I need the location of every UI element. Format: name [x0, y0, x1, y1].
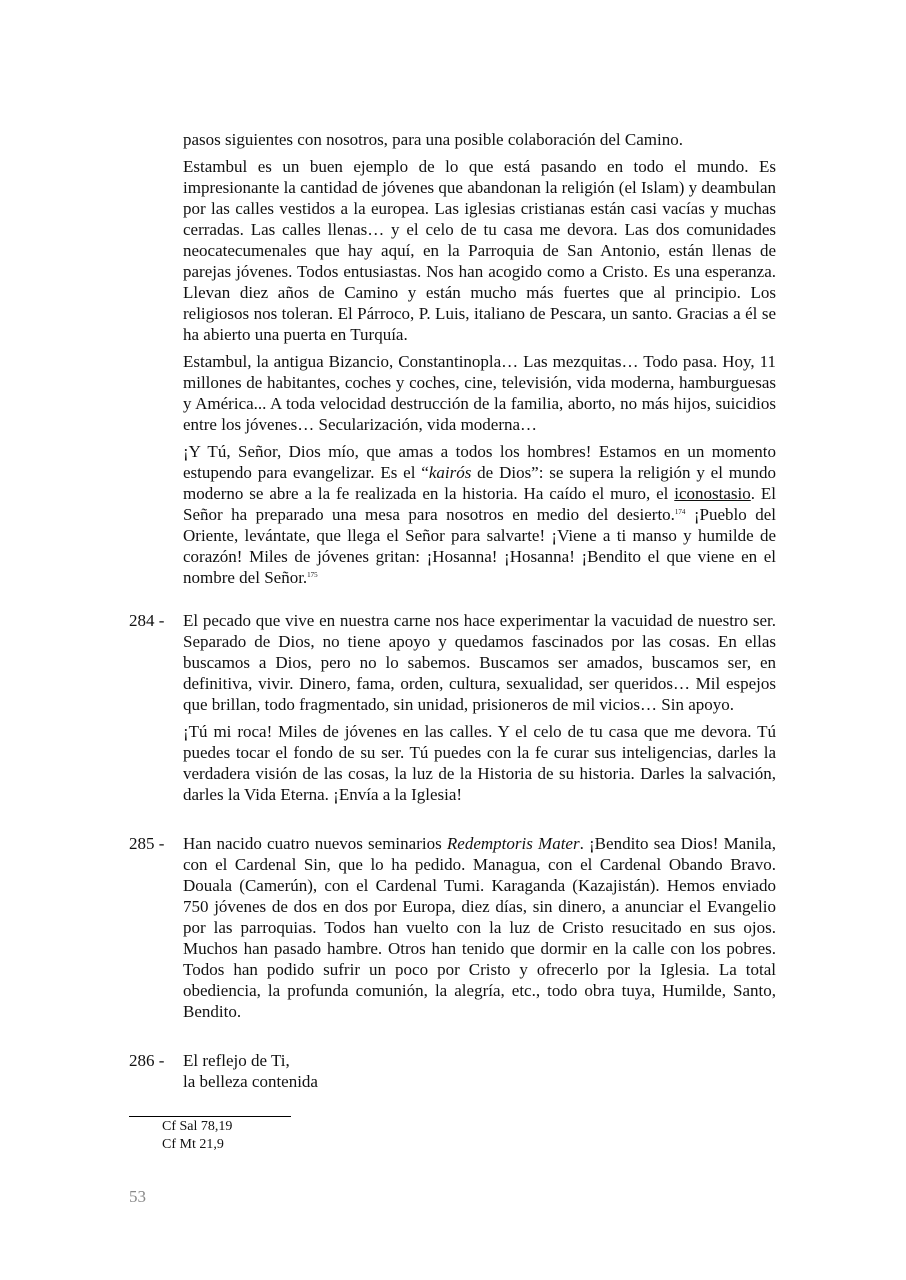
paragraph: [183, 833, 776, 1022]
footnote-separator: [129, 1116, 291, 1117]
text: ¡Pueblo del Oriente, levántate, que llega el Señor para salvarte! ¡Viene a ti manso y humilde de corazón! Miles de jóvenes gritan: ¡Hosanna! ¡Hosanna! ¡Bendito el que viene en el nombre del Señor.: [183, 505, 776, 587]
page-body: [129, 129, 776, 1114]
poem-line: El reflejo de Ti,: [183, 1051, 290, 1070]
continued-text: [129, 129, 776, 588]
item-number: 286 -: [129, 1051, 165, 1070]
text: Han nacido cuatro nuevos seminarios: [183, 834, 447, 853]
numbered-item-285: [129, 833, 776, 1028]
footnote: Cf Sal 78,19: [162, 1119, 233, 1134]
footnotes: [162, 1118, 232, 1154]
paragraph: Estambul, la antigua Bizancio, Constantinopla… Las mezquitas… Todo pasa. Hoy, 11 millones de habitantes, coches y coches, cine, televisión, vida moderna, hamburguesas y América... A toda velocidad destrucción de la familia, aborto, no más hijos, suicidios entre los jóvenes… Secularización, vida moderna…: [183, 352, 776, 434]
paragraph: pasos siguientes con nosotros, para una posible colaboración del Camino.: [183, 130, 683, 149]
text: . El Señor ha preparado una mesa para nosotros en medio del desierto.: [183, 484, 777, 524]
numbered-item-284: [129, 610, 776, 811]
item-number: 284 -: [129, 611, 165, 630]
footnote-ref[interactable]: 174: [674, 508, 686, 516]
item-number: 285 -: [129, 834, 165, 853]
paragraph-kairos: [183, 441, 776, 588]
footnote: Cf Mt 21,9: [162, 1137, 224, 1152]
paragraph: ¡Tú mi roca! Miles de jóvenes en las calles. Y el celo de tu casa que me devora. Tú puedes tocar el fondo de su ser. Tú puedes con la fe curar sus inteligencias, darles la verdadera visión de las cosas, la luz de la Historia de su historia. Darles la salvación, darles la Vida Eterna. ¡Envía a la Iglesia!: [183, 722, 776, 804]
underlined-text: iconostasio: [674, 484, 751, 503]
text: de Dios”: se supera la religión y el mundo moderno se abre a la fe realizada en la historia. Ha caído el muro, el: [183, 463, 776, 503]
italic-text: kairós: [428, 463, 472, 482]
numbered-item-286: [129, 1050, 776, 1092]
paragraph: El pecado que vive en nuestra carne nos hace experimentar la vacuidad de nuestro ser. Separado de Dios, no tiene apoyo y quedamos fascinados por las cosas. En ellas buscamos a Dios, pero no lo sabemos. Buscamos ser amados, buscamos ser, en definitiva, vivir. Dinero, fama, orden, cultura, sexualidad, ser queridos… Mil espejos que brillan, todo fragmentado, sin unidad, prisioneros de mil vicios… Sin apoyo.: [183, 611, 776, 714]
footnote-ref[interactable]: 175: [307, 571, 318, 579]
text: . ¡Bendito sea Dios! Manila, con el Cardenal Sin, que lo ha pedido. Managua, con el Cardenal Obando Bravo. Douala (Camerún), con el Cardenal Tumi. Karaganda (Kazajistán). Hemos enviado 750 jóvenes de dos en dos por Europa, diez días, sin dinero, a anunciar el Evangelio por las parroquias. Todos han vuelto con la luz de Cristo resucitado en sus ojos. Muchos han pasado hambre. Otros han tenido que dormir en la calle con los pobres. Todos han podido sufrir un poco por Cristo y ofrecerlo por la Iglesia. La total obediencia, la profunda comunión, la alegría, etc., todo obra tuya, Humilde, Santo, Bendito.: [183, 834, 776, 1021]
page-number: 53: [129, 1187, 146, 1206]
italic-text: Redemptoris Mater: [446, 834, 580, 853]
paragraph: Estambul es un buen ejemplo de lo que está pasando en todo el mundo. Es impresionante la cantidad de jóvenes que abandonan la religión (el Islam) y deambulan por las calles vestidos a la europea. Las iglesias cristianas están casi vacías y muchas cerradas. Las calles llenas… y el celo de tu casa me devora. Las dos comunidades neocatecumenales que hay aquí, en la Parroquia de San Antonio, están llenas de parejas jóvenes. Todos entusiastas. Nos han acogido como a Cristo. Es una esperanza. Llevan diez años de Camino y están mucho más fuertes que al principio. Los religiosos nos toleran. El Párroco, P. Luis, italiano de Pescara, un santo. Gracias a él se ha abierto una puerta en Turquía.: [183, 157, 776, 344]
text: ¡Y Tú, Señor, Dios mío, que amas a todos los hombres! Estamos en un momento estupendo para evangelizar. Es el “: [183, 442, 776, 482]
poem-line: la belleza contenida: [183, 1072, 318, 1091]
